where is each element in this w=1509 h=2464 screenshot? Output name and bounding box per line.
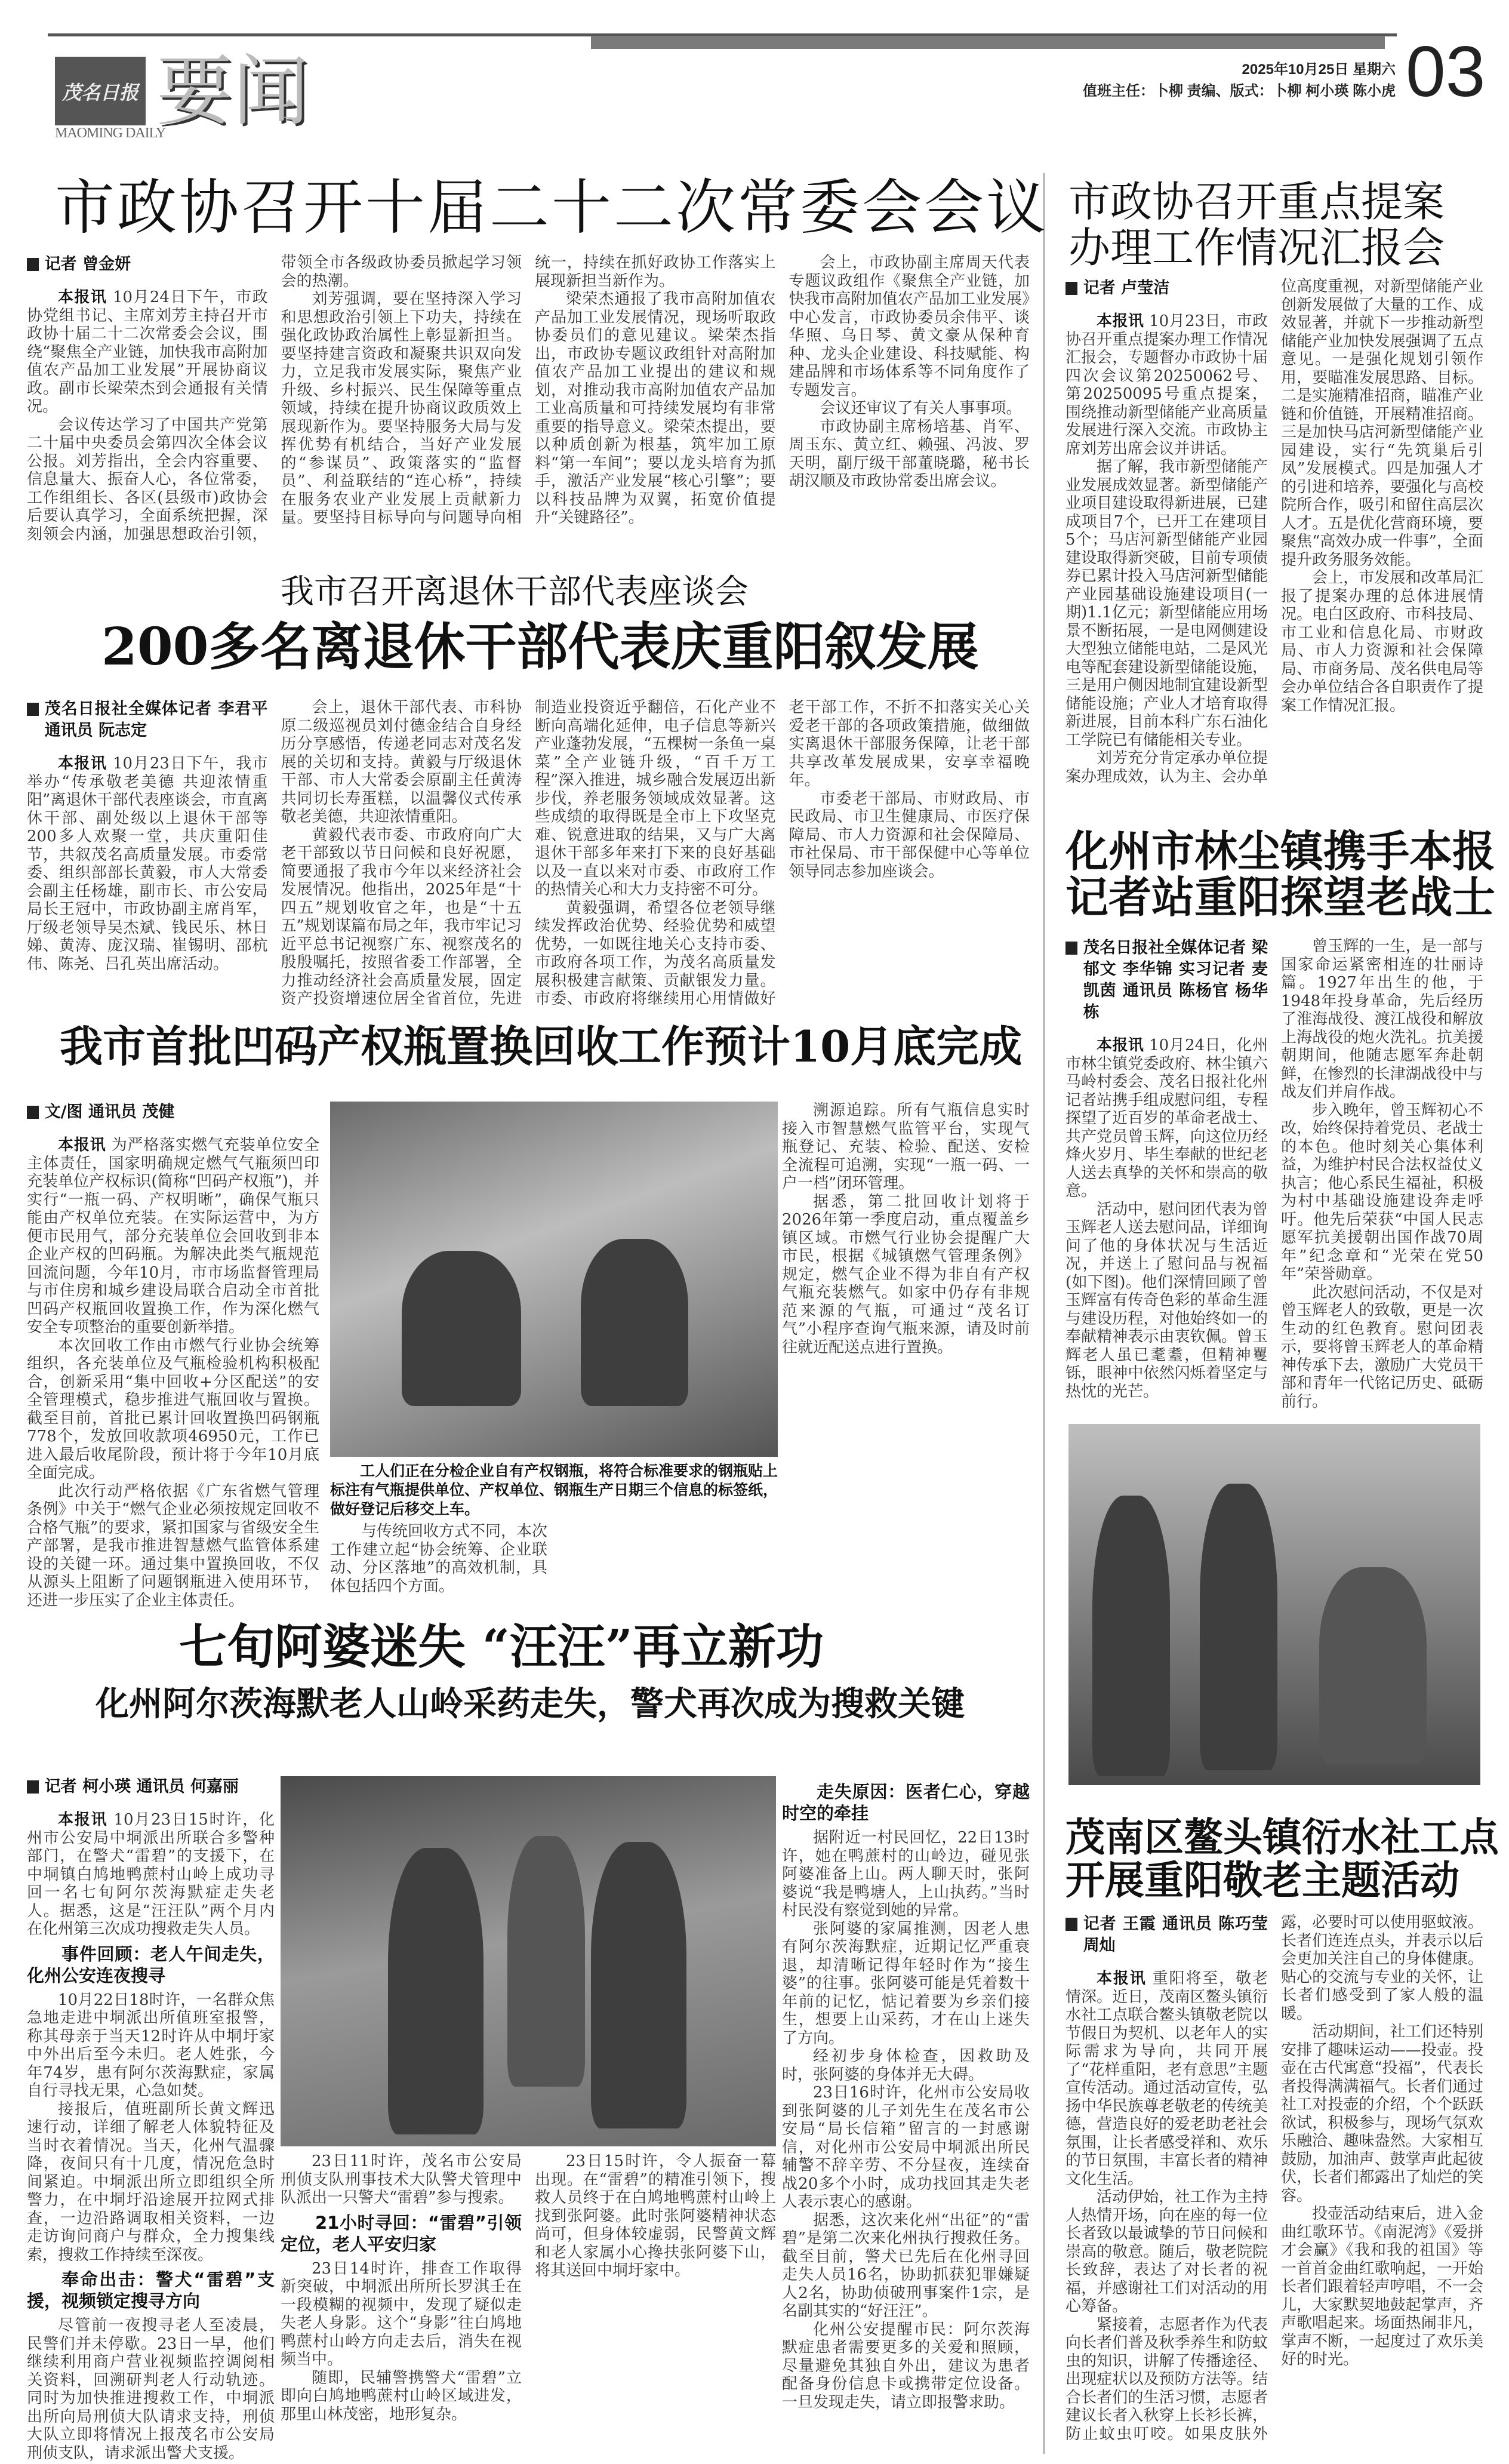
paragraph-text: 10月23日15时许，化州市公安局中垌派出所联合多警种部门，在警犬“雷碧”的支援下，在中垌镇白鸠地鸭蔗村山岭上成功寻回一名七旬阿尔茨海默症走失老人。据悉，这是“汪汪队”两个月内在化州第三次成功搜救走失人员。 bbox=[27, 1811, 275, 1938]
article4-body-right bbox=[782, 1776, 1030, 2454]
logo-english: MAOMING DAILY bbox=[55, 125, 166, 141]
section-title: 要闻 bbox=[156, 47, 310, 136]
paragraph bbox=[1065, 1201, 1268, 1401]
paragraph-text: 刘芳充分肯定承办单位提案办理成效，认为主、会办单位高度重视，对新型储能产业创新发展做了大量的工作、成效显著，并就下一步推动新型储能产业加快发展强调了五点意见。一是强化规划引领作用，要瞄准发展思路、目标。二是实施精准招商，瞄准产业链和价值链，开展精准招商。三是加快马店河新型储能产业园建设，实行“先筑巢后引凤”发展模式。四是加强人才的引进和培养，要强化与高校院所合作，吸引和留住高层次人才。五是优化营商环境，要聚焦“高效办成一件事”，全面提升政务服务效能。 bbox=[1065, 278, 1483, 786]
article5-headline-line2: 办理工作情况汇报会 bbox=[1068, 223, 1445, 272]
paragraph-text: 市委老干部局、市财政局、市民政局、市卫生健康局、市医疗保障局、市人力资源和社会保障局、市社保局、市干部保健中心等单位领导同志参加座谈会。 bbox=[789, 789, 1030, 881]
paragraph-text: 10月23日，市政协召开重点提案办理工作情况汇报会，专题督办市政协十届四次会议第20250062号、第20250095号重点提案，围绕推动新型储能产业高质量发展进行深入交流。市政协主席刘芳出席会议并讲话。 bbox=[1065, 312, 1268, 458]
paragraph bbox=[535, 2152, 776, 2280]
paragraph-text: 会议传达学习了中国共产党第二十届中央委员会第四次全体会议公报。刘芳指出，全会内容重要、信息量大、振奋人心，各位常委，工作组组长、各区(县级市)政协会后要认真学习，全面系统把握，深刻领会内涵，加强思想政治引领，带领全市各级政协委员掀起学习领会的热潮。 bbox=[27, 254, 522, 543]
dateline-lead: 本报讯 bbox=[58, 1136, 106, 1154]
paragraph bbox=[782, 2211, 1030, 2321]
paragraph-text: 经初步身体检查，因救助及时，张阿婆的身体并无大碍。 bbox=[782, 2047, 1030, 2084]
paragraph-text: 活动中，慰问团代表为曾玉辉老人送去慰问品，详细询问了他的身体状况与生活近况，并送上了慰问品与祝福(如下图)。他们深情回顾了曾玉辉富有传奇色彩的革命生涯与建设历程，对他始终如一的奉献精神表示由衷钦佩。曾玉辉老人虽已耄耋，但精神矍铄，眼神中依然闪烁着坚定与热忱的光芒。 bbox=[1065, 1200, 1268, 1401]
paragraph bbox=[27, 288, 268, 416]
paragraph-text: 23日14时许，排查工作取得新突破，中垌派出所所长罗淇壬在一段模糊的视频中，发现了疑似走失老人身影。这个“身影”往白鸠地鸭蔗村山岭方向走去后，消失在视频当中。 bbox=[281, 2259, 522, 2368]
paragraph bbox=[782, 2047, 1030, 2084]
paragraph bbox=[1281, 569, 1483, 715]
paragraph bbox=[1281, 2205, 1483, 2369]
paragraph-text: 活动伊始，社工作为主持人热情开场，向在座的每一位长者致以最诚挚的节日问候和崇高的敬意。随后，敬老院院长致辞，表达了对长者的祝福，并感谢社工们对活动的用心筹备。 bbox=[1065, 2188, 1268, 2315]
paragraph bbox=[789, 254, 1030, 399]
paragraph bbox=[27, 1991, 275, 2100]
article1-body bbox=[27, 254, 1030, 546]
paragraph-text: 紧接着，志愿者作为代表向长者们普及秋季养生和防蚊虫的知识，讲解了传播途径、出现症状以及预防方法等。结合长者们的生活习惯，志愿者建议长者入秋穿上长衫长裤，防止蚊虫叮咬。如果皮肤外露，必要时可以使用驱蚊液。长者们连连点头，并表示以后会更加关注自己的身体健康。贴心的交流与专业的关怀，让长者们感受到了家人般的温暖。 bbox=[1065, 1914, 1483, 2443]
editors-line: 值班主任：卜柳 责编、版式：卜柳 柯小瑛 陈小虎 bbox=[1082, 83, 1396, 99]
paragraph-text: 23日11时许，茂名市公安局刑侦支队刑事技术大队警犬管理中队派出一只警犬“雷碧”参与搜索。 bbox=[281, 2152, 522, 2207]
newspaper-logo bbox=[55, 57, 146, 125]
paragraph-text: 张阿婆的家属推测，因老人患有阿尔茨海默症，近期记忆严重衰退，却清晰记得年轻时作为“接生婆”的往事。张阿婆可能是凭着数十年前的记忆，惦记着要为乡亲们接生，想要上山采药，才在山上迷失了方向。 bbox=[782, 1919, 1030, 2047]
paragraph bbox=[535, 290, 776, 527]
paragraph-text: 黄毅代表市委、市政府向广大老干部致以节日问候和良好祝愿，简要通报了我市今年以来经济社会发展情况。他指出，2025年是“十四五”规划收官之年，也是“十五五”规划谋篇布局之年，我市牢记习近平总书记视察广东、视察茂名的殷殷嘱托，按照省委工作部署，全力推动经济社会高质量发展，固定资产投资增速位居全省首位，先进制造业投资近乎翻倍，石化产业不断向高端化延伸，电子信息等新兴产业蓬勃发展，“五棵树一条鱼一桌菜”全产业链升级，“百千万工程”深入推进，城乡融合发展迈出新步伐，养老服务领域成效显著。这些成绩的取得既是全市上下攻坚克难、锐意进取的结果，又与广大离退休干部多年来打下来的良好基础以及一直以来对市委、市政府工作的热情关心和大力支持密不可分。 bbox=[281, 699, 776, 1008]
gas-cylinder-workers-photo bbox=[330, 1102, 778, 1457]
paragraph-text: 10月24日下午，市政协党组书记、主席刘芳主持召开市政协十届二十二次常委会会议，围绕“聚焦全产业链，加快我市高附加值农产品加工业发展”开展协商议政。副市长梁荣杰到会通报有关情况。 bbox=[27, 288, 268, 416]
article1-headline: 市政协召开十届二十二次常委会会议 bbox=[55, 173, 1048, 242]
paragraph-text: 此次慰问活动，不仅是对曾玉辉老人的致敬，更是一次生动的红色教育。慰问团表示，要将曾玉辉老人的革命精神传承下去，激励广大党员干部和青年一代铭记历史、砥砺前行。 bbox=[1281, 1283, 1483, 1411]
paragraph-text: 会上，市发展和改革局汇报了提案办理的总体进展情况。电白区政府、市科技局、市工业和信息化局、市财政局、市人力资源和社会保障局、市商务局、茂名供电局等会办单位结合各自职责作了提案工作情况汇报。 bbox=[1281, 569, 1483, 715]
article7-byline: 记者 王霞 通讯员 陈巧莹 周灿 bbox=[1065, 1914, 1268, 1957]
article1-paragraphs bbox=[27, 254, 1030, 546]
paragraph bbox=[782, 1920, 1030, 2048]
paragraph-text: 10月23日下午，我市举办“传承敬老美德 共迎浓情重阳”离退休干部代表座谈会，市直离休干部、副处级以上退休干部等200多人欢聚一堂，共庆重阳佳节，共叙茂名高质量发展。市委常委、组织部部长黄毅，市人大常委会副主任杨雄，副市长、市公安局局长王冠中，市政协副主席肖军，厅级老领导吴杰斌、钱民乐、林日娣、黄涛、庞汉瑞、崔锡明、邵杭伟、陈尧、吕孔英出席活动。 bbox=[27, 755, 268, 973]
paragraph-text: 市政协副主席杨培基、肖军、周玉东、黄立红、赖强、冯波、罗天明，副厅级干部董晓璐，秘书长胡汉顺及市政协常委出席会议。 bbox=[789, 417, 1030, 490]
dateline-lead: 本报讯 bbox=[58, 755, 107, 773]
article4-subtitle: 化州阿尔茨海默老人山岭采药走失，警犬再次成为搜救关键 bbox=[96, 1684, 965, 1724]
article3-body-right bbox=[782, 1102, 1030, 1597]
paragraph bbox=[27, 755, 268, 973]
photo-officer-figure bbox=[388, 1848, 484, 2134]
dateline-lead: 本报讯 bbox=[1097, 1970, 1147, 1988]
paragraph-text: 23日15时许，令人振奋一幕出现。在“雷碧”的精准引领下，搜救人员终于在白鸠地鸭蔗村山岭上找到张阿婆。此时张阿婆精神状态尚可，但身体较虚弱，民警黄文辉和老人家属小心搀扶张阿婆下山，将其送回中垌圩家中。 bbox=[535, 2152, 776, 2280]
subheading: 事件回顾：老人午间走失，化州公安连夜搜寻 bbox=[27, 1943, 275, 1986]
photo-rescuer-figure bbox=[591, 1842, 686, 2128]
paragraph bbox=[330, 1522, 547, 1595]
paragraph-text: 随即，民辅警携警犬“雷碧”立即向白鸠地鸭蔗村山岭区域进发，那里山林茂密，地形复杂。 bbox=[281, 2368, 522, 2423]
paragraph bbox=[27, 1337, 319, 1482]
paragraph bbox=[281, 2369, 522, 2424]
article6-headline-line1: 化州市林尘镇携手本报 bbox=[1065, 826, 1496, 876]
paragraph-text: 据悉，第二批回收计划将于2026年第一季度启动，重点覆盖乡镇区域。市燃气行业协会提醒广大市民，根据《城镇燃气管理条例》规定，燃气企业不得为非自有产权气瓶充装燃气。如家中仍存有非规范来源的气瓶，可通过“茂名订气”小程序查询气瓶来源，请及时前往就近配送点进行置换。 bbox=[782, 1192, 1030, 1356]
photo-elderly-woman-figure bbox=[507, 1836, 585, 2087]
paragraph bbox=[1281, 937, 1483, 1102]
paragraph-text: 梁荣杰通报了我市高附加值农产品加工业发展情况，现场听取政协委员们的意见建议。梁荣杰指出，市政协专题议政组针对高附加值农产品加工业提出的建议和规划，对推动我市高附加值农产品加工业高质量和可持续发展均有非常重要的指导意义。梁荣杰提出，要以种质创新为根基，筑牢加工原料“第一车间”；要以龙头培育为抓手，激活产业发展“核心引擎”；要以科技品牌为双翼，拓宽价值提升“关键路径”。 bbox=[535, 290, 776, 527]
paragraph bbox=[789, 399, 1030, 418]
page-number: 03 bbox=[1406, 32, 1486, 112]
subheading: 走失原因：医者仁心，穿越时空的牵挂 bbox=[782, 1782, 1030, 1823]
paragraph bbox=[782, 2084, 1030, 2211]
paragraph-text: 10月22日18时许，一名群众焦急地走进中垌派出所值班室报警，称其母亲于当天12时许从中垌圩家中外出后至今未归。老人姓张，今年74岁，患有阿尔茨海默症，家属自行寻找无果，心急如焚。 bbox=[27, 1991, 275, 2100]
veteran-visit-photo bbox=[1068, 1424, 1480, 1785]
article4-body-col1 bbox=[27, 1776, 275, 2462]
paragraph-text: 会上，退休干部代表、市科协原二级巡视员刘付德金结合自身经历分享感悟，传递老同志对茂名发展的关切和支持。黄毅与厅级退休干部、市人大常委会原副主任黄涛共同切长寿蛋糕，以温馨仪式传承敬老美德，共迎浓情重阳。 bbox=[281, 699, 522, 826]
paragraph-text: 曾玉辉的一生，是一部与国家命运紧密相连的壮丽诗篇。1927年出生的他，于1948年投身革命，先后经历了淮海战役、渡江战役和解放上海战役的炮火洗礼。抗美援朝期间，他随志愿军奔赴朝鲜，在惨烈的长津湖战役中与战友们并肩作战。 bbox=[1281, 937, 1483, 1101]
paragraph bbox=[1281, 1284, 1483, 1411]
article4-paragraphs-b bbox=[281, 2152, 776, 2454]
paragraph bbox=[1065, 1036, 1268, 1201]
paragraph bbox=[27, 1482, 319, 1610]
photo-worker-figure bbox=[581, 1239, 688, 1406]
article7-paragraphs bbox=[1065, 1914, 1483, 2454]
paragraph bbox=[782, 2321, 1030, 2412]
article2-byline: 茂名日报社全媒体记者 李君平 通讯员 阮志定 bbox=[27, 699, 268, 742]
paragraph-text: 据附近一村民回忆，22日13时许，她在鸭蔗村的山岭边，碰见张阿婆准备上山。两人聊天时，张阿婆说“我是鸭塘人，上山执药。”当时村民没有察觉到她的异常。 bbox=[782, 1829, 1030, 1919]
masthead-bar bbox=[591, 36, 1385, 49]
article6-byline: 茂名日报社全媒体记者 梁郁文 李华锦 实习记者 麦凯茵 通讯员 陈杨官 杨华栋 bbox=[1065, 937, 1268, 1023]
article3-photo-caption: 工人们正在分检企业自有产权钢瓶，将符合标准要求的钢瓶贴上标注有气瓶提供单位、产权单位、钢瓶生产日期三个信息的标签纸，做好登记后移交上车。 bbox=[330, 1462, 778, 1518]
paragraph-text: 活动期间，社工们还特别安排了趣味运动——投壶。投壶在古代寓意“投福”，代表长者投得满满福气。长者们通过社工对投壶的介绍，个个跃跃欲试，积极参与，现场气氛欢乐融洽、趣味盎然。大家相互鼓励，加油声、鼓掌声此起彼伏，长者们都露出了灿烂的笑容。 bbox=[1281, 2023, 1483, 2205]
paragraph bbox=[782, 1102, 1030, 1193]
paragraph-text: 溯源追踪。所有气瓶信息实时接入市智慧燃气监管平台，实现气瓶登记、充装、检验、配送、安检全流程可追溯，实现“一瓶一码、一户一档”闭环管理。 bbox=[782, 1102, 1030, 1192]
article4-body-below-photo bbox=[281, 2152, 776, 2454]
photo-worker-figure bbox=[402, 1251, 521, 1406]
paragraph-text: 23日16时许，化州市公安局收到张阿婆的儿子刘先生在茂名市公安局“局长信箱”留言的一封感谢信，对化州市公安局中垌派出所民辅警不辞辛劳、不分昼夜，连续奋战20多个小时，成功找回其走失老人表示衷心的感谢。 bbox=[782, 2084, 1030, 2211]
paragraph-text: 为严格落实燃气充装单位安全主体责任，国家明确规定燃气气瓶须凹印充装单位产权标识(简称“凹码产权瓶”)，并实行“一瓶一码、产权明晰”，确保气瓶只能由产权单位充装。在实际运营中，为方便市民用气，部分充装单位会回收到非本企业产权的凹码瓶。为解决此类气瓶规范回流问题，今年10月，市市场监督管理局与市住房和城乡建设局联合启动全市首批凹码产权瓶回收置换工作，作为深化燃气安全专项整治的重要创新举措。 bbox=[27, 1136, 319, 1336]
paragraph bbox=[1065, 1970, 1268, 2188]
article3-body-below-photo bbox=[330, 1522, 778, 1597]
article3-paragraphs-a bbox=[27, 1136, 319, 1610]
paragraph-text: 会议还审议了有关人事事项。 bbox=[820, 399, 1022, 417]
paragraph-text: 黄毅强调，希望各位老领导继续发挥政治优势、经验优势和威望优势，一如既往地关心支持市委、市政府各项工作，为茂名高质量发展积极建言献策、贡献银发力量。市委、市政府将继续用心用情做好老干部工作，不折不扣落实关心关爱老干部的各项政策措施，做细做实离退休干部服务保障，让老干部共享改革发展成果，安享幸福晚年。 bbox=[535, 699, 1030, 1008]
paragraph-text: 步入晚年，曾玉辉初心不改，始终保持着党员、老战士的本色。他时刻关心集体利益，为维护村民合法权益仗义执言；他心系民生福祉，积极为村中基础设施建设奔走呼吁。他先后荣获“中国人民志愿军抗美援朝出国作战70周年”纪念章和“光荣在党50年”荣誉勋章。 bbox=[1281, 1101, 1483, 1283]
article3-byline: 文/图 通讯员 茂健 bbox=[27, 1102, 319, 1123]
paragraph-text: 刘芳强调，要在坚持深入学习和思想政治引领上下功夫，持续在强化政协政治属性上彰显新担当。要坚持建言资政和凝聚共识双向发力，立足我市发展实际，聚焦产业升级、乡村振兴、民生保障等重点领域，持续在提升协商议政质效上展现新作为。要坚持服务大局与发挥优势有机结合，当好产业发展的“参谋员”、政策落实的“监督员”、利益联结的“连心桥”，持续在服务农业产业发展上贡献新力量。要坚持目标导向与问题导向相统一，持续在抓好政协工作落实上展现新担当新作为。 bbox=[281, 254, 776, 527]
article2-paragraphs bbox=[27, 699, 1030, 1009]
photo-veteran-figure bbox=[1319, 1567, 1427, 1764]
dateline-lead: 本报讯 bbox=[58, 288, 107, 306]
paragraph bbox=[27, 2317, 275, 2462]
paragraph bbox=[1281, 2023, 1483, 2205]
article2-body bbox=[27, 699, 1030, 1009]
article7-body bbox=[1065, 1914, 1483, 2454]
paragraph bbox=[27, 1811, 275, 1939]
paragraph bbox=[782, 1829, 1030, 1920]
article5-body bbox=[1065, 278, 1483, 797]
article2-kicker: 我市召开离退休干部代表座谈会 bbox=[281, 573, 749, 611]
article4-paragraphs-c bbox=[782, 1781, 1030, 2411]
paragraph-text: 投壶活动结束后，进入金曲红歌环节。《南泥湾》《爱拼才会赢》《我和我的祖国》等一首首金曲红歌响起，一开始长者们跟着轻声哼唱，不一会儿，大家默契地鼓起掌声，齐声歌唱起来。场面热闹非凡，掌声不断，一起度过了欢乐美好的时光。 bbox=[1281, 2205, 1483, 2368]
article6-body bbox=[1065, 937, 1483, 1415]
article5-headline-line1: 市政协召开重点提案 bbox=[1068, 177, 1445, 226]
article5-byline: 记者 卢莹洁 bbox=[1065, 278, 1268, 299]
paragraph bbox=[1065, 458, 1268, 749]
paragraph bbox=[1065, 2188, 1268, 2316]
paragraph-text: 接报后，值班副所长黄文辉迅速行动，详细了解老人体貌特征及当时衣着情况。当天，化州气温骤降，夜间只有十几度，情况危急时间紧迫。中垌派出所立即组织全所警力，在中垌圩沿途展开拉网式排查，一边沿路调取相关资料，一边走访询问商户与群众，全力搜集线索，搜救工作持续至深夜。 bbox=[27, 2100, 275, 2264]
column-divider bbox=[1043, 173, 1045, 2454]
paragraph-text: 10月24日，化州市林尘镇党委政府、林尘镇六马岭村委会、茂名日报社化州记者站携手组成慰问组，专程探望了近百岁的革命老战士、共产党员曾玉辉，向这位历经烽火岁月、毕生奉献的世纪老人送去真挚的关怀和崇高的敬意。 bbox=[1065, 1036, 1268, 1200]
article7-headline-line2: 开展重阳敬老主题活动 bbox=[1065, 1857, 1459, 1903]
paragraph-text: 据悉，这次来化州“出征”的“雷碧”是第二次来化州执行搜救任务。截至目前，警犬已先后在化州寻回走失人员16名，协助抓获犯罪嫌疑人2名，协助侦破刑事案件1宗，是名副其实的“好汪汪”。 bbox=[782, 2211, 1030, 2320]
article7-headline-line1: 茂南区鳌头镇衍水社工点 bbox=[1065, 1814, 1499, 1860]
logo-text: 茂名日报 bbox=[61, 81, 138, 104]
paragraph bbox=[789, 418, 1030, 491]
paragraph-text: 与传统回收方式不同，本次工作建立起“协会统筹、企业联动、分区落地”的高效机制，具体包括四个方面。 bbox=[330, 1522, 548, 1595]
paragraph-text: 重阳将至，敬老情深。近日，茂南区鳌头镇衍水社工点联合鳌头镇敬老院以节假日为契机、以老年人的实际需求为导向，共同开展了“花样重阳，老有意思”主题宣传活动。通过活动宣传，弘扬中华民族尊老敬老的传统美德，营造良好的爱老助老社会氛围，让长者感受祥和、欢乐的节日氛围，丰富长者的精神文化生活。 bbox=[1065, 1970, 1268, 2188]
paragraph bbox=[782, 1193, 1030, 1357]
article3-headline: 我市首批凹码产权瓶置换回收工作预计10月底完成 bbox=[60, 1021, 1023, 1072]
paragraph-text: 化州公安提醒市民：阿尔茨海默症患者需要更多的关爱和照顾，尽量避免其独自外出，建议为患者配备身份信息卡或携带定位设备。一旦发现走失，请立即报警求助。 bbox=[782, 2320, 1030, 2411]
article3-body-col1 bbox=[27, 1102, 319, 1610]
article2-headline: 200多名离退休干部代表庆重阳叙发展 bbox=[101, 617, 979, 677]
dateline-lead: 本报讯 bbox=[1097, 312, 1144, 330]
article5-paragraphs bbox=[1065, 278, 1483, 797]
dateline-lead: 本报讯 bbox=[1097, 1036, 1144, 1054]
article6-headline-line2: 记者站重阳探望老战士 bbox=[1065, 872, 1496, 922]
article3-paragraphs-b bbox=[330, 1522, 547, 1595]
paragraph bbox=[27, 1136, 319, 1337]
dateline-lead: 本报讯 bbox=[58, 1811, 108, 1829]
police-rescue-photo bbox=[281, 1776, 776, 2146]
paragraph bbox=[27, 2100, 275, 2265]
paragraph-text: 此次行动严格依据《广东省燃气管理条例》中关于“燃气企业必须按规定回收不合格气瓶”的要求，紧扣国家与省级安全生产部署，是我市推进智慧燃气监管体系建设的关键一环。通过集中置换回收，不仅从源头上阻断了问题钢瓶进入使用环节，还进一步压实了企业主体责任。 bbox=[27, 1482, 319, 1610]
article1-byline: 记者 曾金妍 bbox=[27, 254, 268, 275]
photo-visitor-figure bbox=[1092, 1496, 1170, 1776]
paragraph bbox=[281, 2260, 522, 2369]
article3-paragraphs-c bbox=[782, 1102, 1030, 1356]
paragraph-text: 会上，市政协副主席周天代表专题议政组作《聚焦全产业链，加快我市高附加值农产品加工业发展》中心发言，市政协委员余伟平、谈华照、乌日琴、黄文豪从保种育种、龙头企业建设、科技赋能、构建品牌和市场体系等不同角度作了专题发言。 bbox=[789, 254, 1030, 399]
article4-headline: 七旬阿婆迷失 “汪汪”再立新功 bbox=[179, 1619, 824, 1675]
paragraph bbox=[281, 699, 522, 826]
paragraph bbox=[1065, 312, 1268, 458]
article4-byline: 记者 柯小瑛 通讯员 何嘉丽 bbox=[27, 1776, 275, 1798]
subheading: 21小时寻回：“雷碧”引领定位，老人平安归家 bbox=[281, 2212, 522, 2254]
paragraph-text: 本次回收工作由市燃气行业协会统筹组织，各充装单位及气瓶检验机构积极配合，创新采用“集中回收+分区配送”的安全管理模式，稳步推进气瓶回收与置换。截至目前，首批已累计回收置换凹码钢瓶778个，发放回收款项46950元，工作已进入最后收尾阶段，预计将于今年10月底全面完成。 bbox=[27, 1336, 319, 1482]
paragraph bbox=[281, 2152, 522, 2207]
article4-paragraphs-a bbox=[27, 1811, 275, 2462]
issue-date: 2025年10月25日 星期六 bbox=[1242, 61, 1396, 78]
paragraph-text: 据了解，我市新型储能产业发展成效显著。新型储能产业项目建设取得新进展，已建成项目7个，已开工在建项目5个；马店河新型储能产业园建设取得新突破，目前专项债券已累计投入马店河新型储能产业园基础设施建设项目(一期)1.1亿元；新型储能应用场景不断拓展，一是电网侧建设大型独立储能电站，二是风光电等配套建设新型储能设施，三是用户侧因地制宜建设新型储能设施；产业人才培育取得新进展，目前本科广东石油化工学院已有储能相关专业。 bbox=[1065, 458, 1268, 749]
paragraph-text: 尽管前一夜搜寻老人至凌晨，民警们并未停歇。23日一早，他们继续利用商户营业视频监控调阅相关资料，回溯研判老人行动轨迹。同时为加快推进搜救工作，中垌派出所向局刑侦大队请求支持，刑侦大队立即将情况上报茂名市公安局刑侦支队，请求派出警犬支援。 bbox=[27, 2317, 275, 2462]
paragraph bbox=[789, 790, 1030, 881]
photo-visitor-figure bbox=[1200, 1484, 1277, 1770]
paragraph bbox=[1281, 1102, 1483, 1284]
subheading: 奉命出击：警犬“雷碧”支援，视频锁定搜寻方向 bbox=[27, 2269, 275, 2311]
